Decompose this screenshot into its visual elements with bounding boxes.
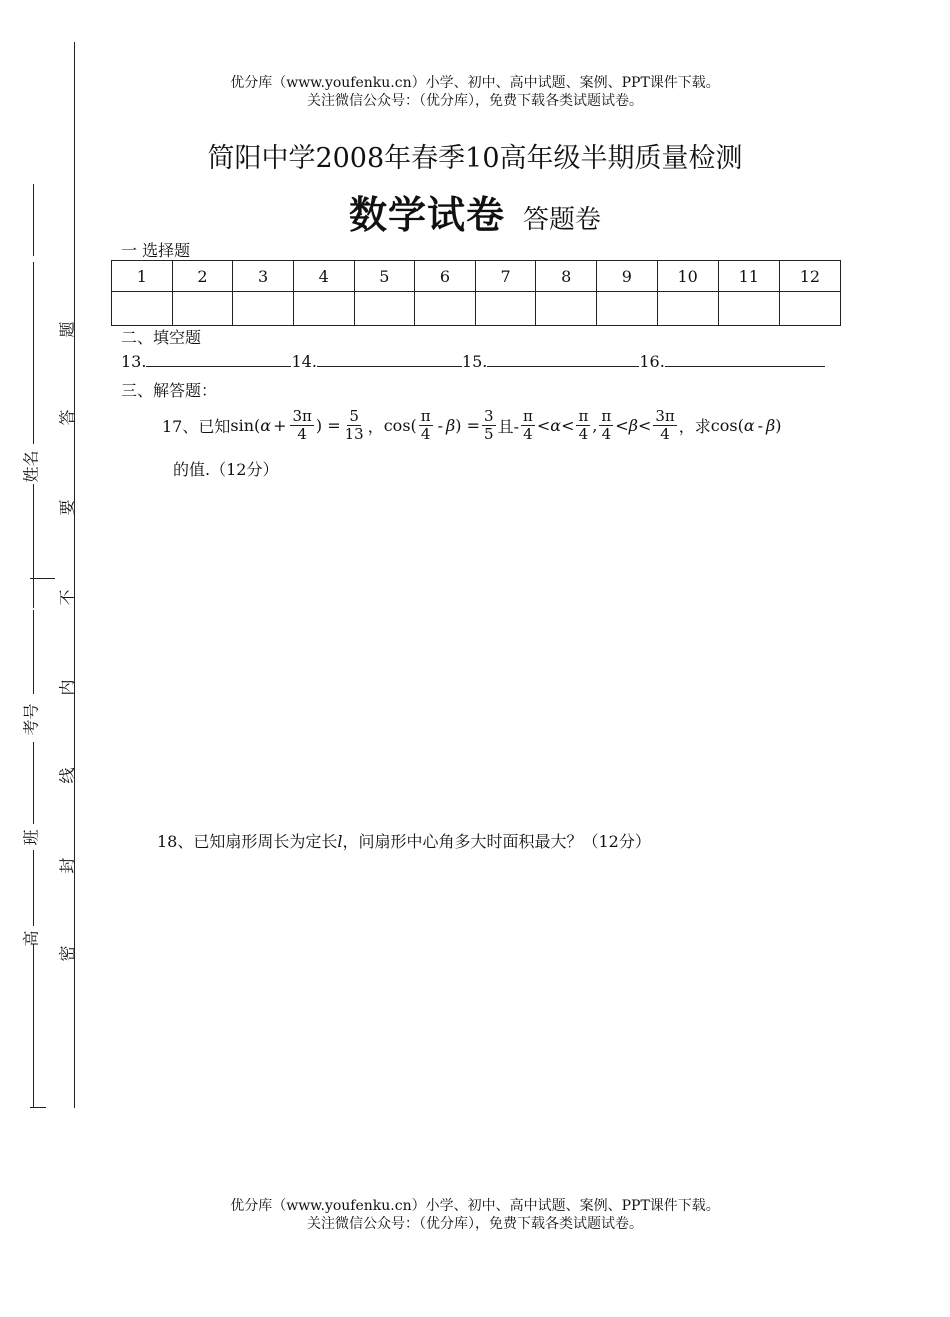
q17-close: )	[775, 415, 782, 435]
margin-line-seg-7	[33, 944, 34, 1108]
question-number: 5	[354, 261, 415, 292]
frac-den: 4	[601, 424, 612, 443]
answer-grid-blanks	[112, 292, 841, 326]
q17-frac-pi-4-c	[576, 408, 590, 443]
q17-frac-pi-4	[419, 408, 433, 443]
header-line-2: 关注微信公众号：（优分库），免费下载各类试题试卷。	[307, 93, 643, 109]
section-3-label: 三、解答题：	[121, 381, 218, 400]
frac-den: 4	[297, 424, 307, 443]
answer-cell[interactable]	[597, 292, 658, 326]
frac-num: π	[601, 406, 612, 425]
footer-line-2: 关注微信公众号：（优分库），免费下载各类试题试卷。	[307, 1216, 643, 1232]
seal-char: 要	[57, 499, 77, 516]
blank-14-line[interactable]	[317, 352, 462, 367]
q18-text-a: 18、已知扇形周长为定长	[157, 832, 338, 851]
exam-subtitle	[0, 184, 950, 239]
frac-num: 3π	[292, 406, 312, 425]
margin-line-seg-3	[33, 484, 34, 608]
answer-grid-numbers	[112, 261, 841, 292]
q17-minus: -	[437, 415, 444, 435]
q17-cos2: cos(	[710, 415, 744, 435]
margin-line-seg-4	[33, 610, 34, 694]
margin-line-seg-6	[33, 850, 34, 926]
blank-15-label: 15.	[461, 352, 488, 371]
q17-lt2: <	[561, 415, 575, 435]
margin-line-seg-2	[33, 262, 34, 444]
q17-sep: ,	[592, 415, 598, 435]
answer-grid	[111, 260, 841, 326]
label-name: 姓名	[21, 450, 41, 483]
frac-num: π	[578, 406, 589, 425]
q17-frac-3pi-4	[290, 408, 313, 443]
question-number: 6	[415, 261, 476, 292]
subtitle-main: 数学试卷	[348, 192, 505, 237]
question-number: 7	[475, 261, 536, 292]
answer-cell[interactable]	[779, 292, 840, 326]
q17-beta3: β	[766, 415, 776, 435]
q17-frac-5-13	[343, 408, 366, 443]
q17-prefix: 17、已知	[162, 416, 231, 436]
question-number: 10	[657, 261, 718, 292]
q17-lt1: <	[536, 415, 551, 435]
q17-ask: ，求	[678, 416, 711, 436]
q17-eq2: ) =	[455, 415, 481, 435]
q17-minus2: -	[757, 415, 764, 435]
seal-char: 题	[57, 321, 77, 338]
margin-tick	[30, 578, 55, 579]
q17-lt3: <	[615, 415, 629, 435]
question-18	[157, 829, 651, 852]
header-line-1: 优分库（www.youfenku.cn）小学、初中、高中试题、案例、PPT课件下载。	[230, 75, 720, 91]
q17-frac-3-5	[482, 408, 496, 443]
frac-den: 4	[660, 424, 670, 443]
question-number: 1	[112, 261, 173, 292]
frac-num: 3	[484, 406, 494, 425]
q17-alpha: α	[260, 415, 272, 435]
q17-lt4: <	[637, 415, 652, 435]
q17-sin: sin(	[230, 415, 261, 435]
subtitle-sub: 答题卷	[523, 205, 602, 235]
blank-13-label: 13.	[121, 352, 147, 371]
question-number: 11	[718, 261, 779, 292]
q17-comma: ，	[367, 416, 384, 436]
answer-cell[interactable]	[233, 292, 294, 326]
q17-frac-3pi-4-b	[653, 408, 676, 443]
question-number: 8	[536, 261, 597, 292]
exam-title: 简阳中学2008年春季10高年级半期质量检测	[207, 143, 743, 174]
q17-frac-pi-4-b	[521, 408, 535, 443]
q17-alpha3: α	[743, 415, 755, 435]
footer-line-1: 优分库（www.youfenku.cn）小学、初中、高中试题、案例、PPT课件下载。	[230, 1198, 720, 1214]
seal-char: 线	[57, 767, 77, 784]
question-number: 12	[779, 261, 840, 292]
q17-plus: +	[273, 415, 287, 435]
margin-line-seg-5	[33, 742, 34, 824]
section-1-label: 一 选择题	[121, 241, 191, 260]
blank-16-line[interactable]	[665, 352, 825, 367]
answer-cell[interactable]	[415, 292, 476, 326]
q17-beta: β	[446, 415, 456, 435]
frac-num: 5	[349, 406, 359, 425]
answer-cell[interactable]	[293, 292, 354, 326]
seal-char: 封	[57, 857, 77, 874]
q17-eq1: ) =	[315, 415, 341, 435]
seal-char: 内	[57, 679, 77, 696]
q17-qie: 且-	[497, 416, 519, 436]
answer-cell[interactable]	[657, 292, 718, 326]
frac-den: 13	[344, 424, 364, 443]
margin-line-seg-1	[33, 184, 34, 256]
seal-char: 不	[57, 589, 77, 606]
answer-cell[interactable]	[354, 292, 415, 326]
seal-char: 密	[57, 945, 77, 962]
question-number: 3	[233, 261, 294, 292]
question-number: 9	[597, 261, 658, 292]
answer-cell[interactable]	[718, 292, 779, 326]
q18-var: l	[337, 832, 343, 851]
question-number: 4	[293, 261, 354, 292]
label-class: 班	[21, 829, 41, 846]
answer-cell[interactable]	[112, 292, 173, 326]
label-grade: 高	[21, 930, 41, 947]
margin-tick-bottom	[30, 1107, 46, 1108]
q17-cos: cos(	[383, 415, 417, 435]
fill-blanks-row	[121, 352, 825, 371]
q17-line-2: 的值.（12分）	[173, 460, 279, 479]
answer-cell[interactable]	[475, 292, 536, 326]
q17-alpha2: α	[550, 415, 562, 435]
answer-cell[interactable]	[172, 292, 233, 326]
frac-den: 4	[523, 424, 533, 443]
answer-cell[interactable]	[536, 292, 597, 326]
frac-den: 4	[578, 424, 589, 443]
blank-13-line[interactable]	[146, 352, 291, 367]
frac-den: 4	[420, 424, 431, 443]
blank-15-line[interactable]	[487, 352, 639, 367]
blank-14-label: 14.	[291, 352, 317, 371]
seal-char: 答	[57, 409, 77, 426]
q17-frac-pi-4-d	[599, 408, 613, 443]
q18-text-b: ，问扇形中心角多大时面积最大？（12分）	[342, 832, 651, 851]
frac-num: π	[420, 406, 431, 425]
frac-den: 5	[484, 424, 494, 443]
frac-num: 3π	[655, 406, 675, 425]
question-17	[162, 404, 782, 446]
q17-beta2: β	[628, 415, 638, 435]
label-exam-number: 考号	[21, 703, 41, 736]
question-number: 2	[172, 261, 233, 292]
frac-num: π	[522, 406, 533, 425]
section-2-label: 二、填空题	[121, 328, 202, 347]
blank-16-label: 16.	[639, 352, 665, 371]
